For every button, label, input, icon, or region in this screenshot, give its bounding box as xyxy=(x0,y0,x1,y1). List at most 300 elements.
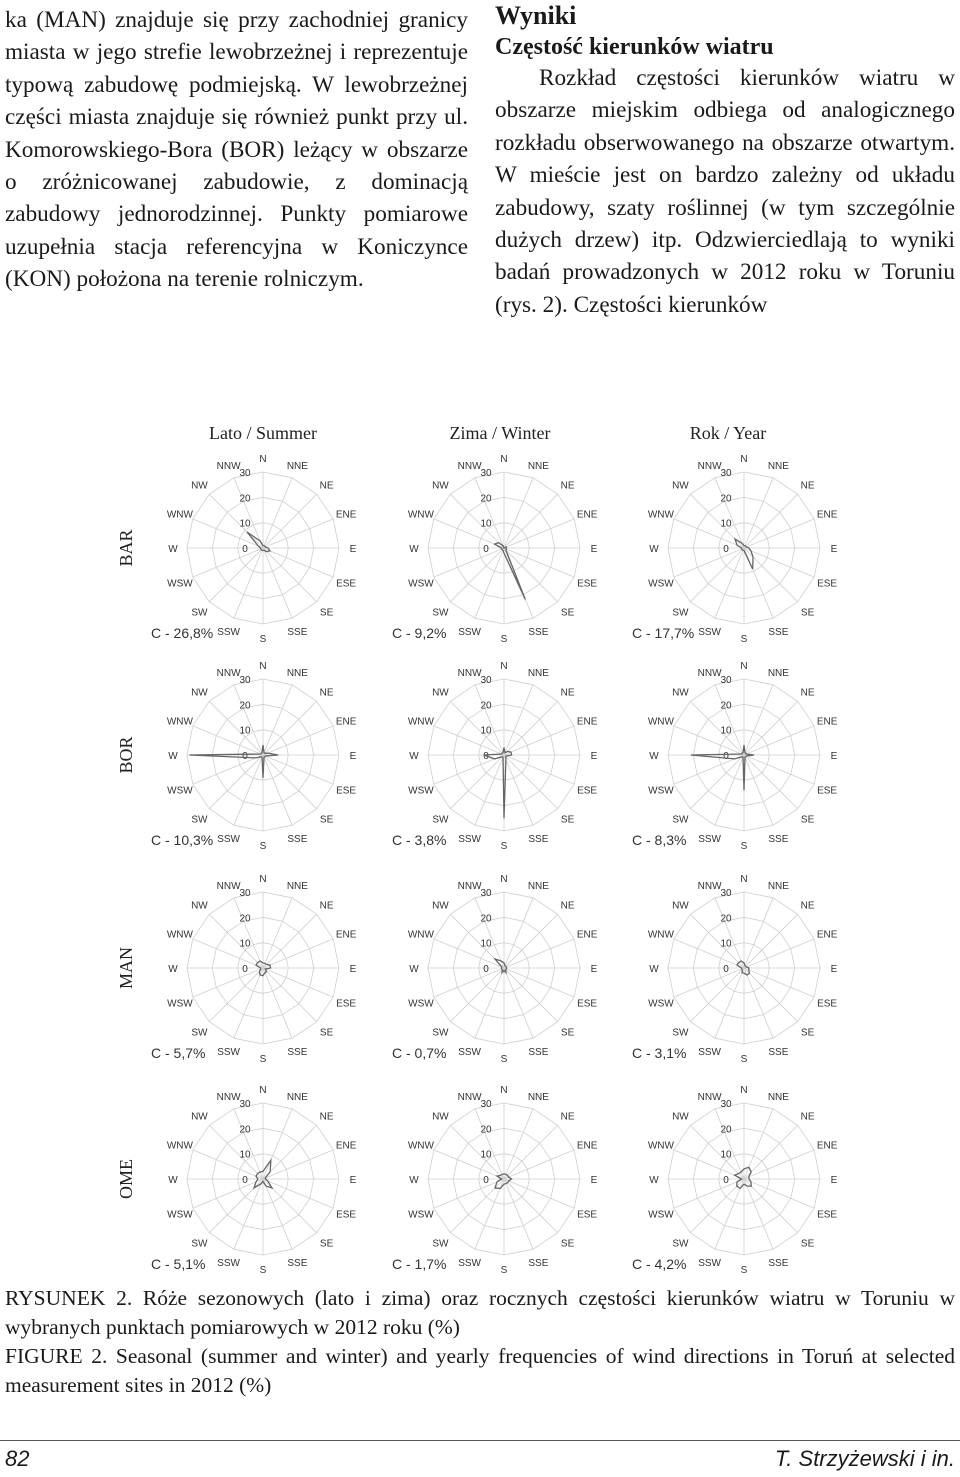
grid-spoke xyxy=(263,1125,317,1179)
direction-label: ENE xyxy=(816,1140,838,1152)
direction-label: NNW xyxy=(216,667,241,679)
radial-tick-label: 30 xyxy=(720,888,732,899)
direction-label: S xyxy=(740,1054,748,1065)
direction-label: NNW xyxy=(216,1091,241,1103)
direction-label: SW xyxy=(672,814,689,826)
direction-label: SE xyxy=(319,1238,334,1250)
direction-label: SE xyxy=(560,1027,575,1039)
direction-label: ESE xyxy=(817,998,838,1010)
direction-label: E xyxy=(590,964,598,975)
direction-label: WSW xyxy=(648,578,674,590)
direction-label: WSW xyxy=(408,785,434,797)
radial-tick-label: 20 xyxy=(239,493,251,505)
grid-spoke xyxy=(744,755,798,809)
direction-label: SSE xyxy=(768,834,789,846)
direction-label: SSE xyxy=(528,1047,549,1059)
grid-spoke xyxy=(690,755,744,809)
grid-spoke xyxy=(690,1179,744,1233)
direction-label: WSW xyxy=(648,1209,674,1221)
direction-label: SSW xyxy=(217,1047,240,1059)
grid-spoke xyxy=(209,548,263,602)
grid-spoke xyxy=(263,701,317,755)
wind-frequency-series xyxy=(495,543,526,600)
grid-spoke xyxy=(450,548,504,602)
grid-spoke xyxy=(504,494,558,548)
direction-label: ESE xyxy=(817,578,838,590)
direction-label: N xyxy=(500,1085,508,1096)
direction-label: NNE xyxy=(286,1091,308,1103)
direction-label: NE xyxy=(319,1111,334,1123)
direction-label: W xyxy=(409,751,419,762)
subsection-heading: Częstość kierunków wiatru xyxy=(495,34,774,60)
direction-label: SSW xyxy=(698,834,721,846)
direction-label: SE xyxy=(560,814,575,826)
direction-label: WNW xyxy=(647,716,674,728)
direction-label: SE xyxy=(319,607,334,619)
calm-label: C - 10,3% xyxy=(151,832,214,848)
direction-label: NNW xyxy=(216,460,241,472)
direction-label: ESE xyxy=(577,785,598,797)
grid-spoke xyxy=(504,548,558,602)
direction-label: SE xyxy=(319,814,334,826)
direction-label: WNW xyxy=(647,929,674,941)
direction-label: NE xyxy=(319,687,334,699)
direction-label: NNE xyxy=(767,460,789,472)
direction-label: N xyxy=(259,874,267,885)
direction-label: WSW xyxy=(408,1209,434,1221)
direction-label: WSW xyxy=(167,578,193,590)
direction-label: WNW xyxy=(407,716,434,728)
direction-label: NE xyxy=(800,687,815,699)
calm-label: C - 4,2% xyxy=(632,1256,687,1272)
radial-tick-label: 30 xyxy=(720,1099,732,1110)
direction-label: N xyxy=(259,661,267,672)
direction-label: SW xyxy=(191,607,208,619)
radial-tick-label: 30 xyxy=(480,675,492,686)
direction-label: S xyxy=(740,841,748,852)
grid-spoke xyxy=(690,914,744,968)
row-label: OME xyxy=(116,1159,136,1199)
footer-rule xyxy=(0,1440,960,1441)
direction-label: NNW xyxy=(457,1091,482,1103)
radial-tick-label: 30 xyxy=(480,1099,492,1110)
direction-label: ESE xyxy=(336,1209,357,1221)
direction-label: W xyxy=(649,964,659,975)
grid-spoke xyxy=(263,914,317,968)
direction-label: NNE xyxy=(527,1091,549,1103)
body-paragraph: ka (MAN) znajduje się przy zachodniej granicy miasta w jego strefie lewobrzeżnej i reprezentuje typową zabudowę podmiejską. W lewobrzeżnej części miasta znajduje się również punkt przy ul. Komorowskiego-Bora (BOR) leżący w obszarze o zróżnicowanej zabudowie, z dominacją zabudowy jednorodzinnej. Punkty pomiarowe uzupełnia stacja referencyjna w Koniczynce (KON) położona na terenie rolniczym. xyxy=(5,7,468,293)
right-text-column xyxy=(495,0,955,321)
radial-tick-label: 0 xyxy=(242,964,248,975)
direction-label: NW xyxy=(432,900,449,912)
wind-rose-figure xyxy=(0,410,960,1280)
radial-tick-label: 0 xyxy=(483,964,489,975)
direction-label: E xyxy=(830,751,838,762)
direction-label: SSE xyxy=(768,1047,789,1059)
grid-spoke xyxy=(504,914,558,968)
direction-label: SSE xyxy=(768,1258,789,1270)
grid-spoke xyxy=(450,968,504,1022)
direction-label: S xyxy=(740,634,748,645)
direction-label: SW xyxy=(191,814,208,826)
calm-label: C - 8,3% xyxy=(632,832,687,848)
grid-spoke xyxy=(209,968,263,1022)
grid-spoke xyxy=(450,755,504,809)
direction-label: NNW xyxy=(457,667,482,679)
direction-label: WSW xyxy=(648,998,674,1010)
direction-label: NE xyxy=(319,480,334,492)
radial-tick-label: 20 xyxy=(239,913,251,925)
direction-label: ESE xyxy=(817,1209,838,1221)
direction-label: N xyxy=(740,1085,748,1096)
grid-spoke xyxy=(504,1125,558,1179)
direction-label: SE xyxy=(319,1027,334,1039)
direction-label: SSE xyxy=(287,627,308,639)
direction-label: N xyxy=(500,454,508,465)
radial-tick-label: 20 xyxy=(480,913,492,925)
radial-tick-label: 30 xyxy=(239,888,251,899)
direction-label: E xyxy=(349,751,357,762)
direction-label: NW xyxy=(432,1111,449,1123)
radial-tick-label: 30 xyxy=(720,468,732,479)
calm-label: C - 9,2% xyxy=(392,625,447,641)
grid-spoke xyxy=(690,701,744,755)
direction-label: WSW xyxy=(648,785,674,797)
direction-label: SW xyxy=(672,1238,689,1250)
direction-label: NW xyxy=(672,480,689,492)
grid-spoke xyxy=(263,755,317,809)
radial-tick-label: 0 xyxy=(483,544,489,555)
direction-label: NNE xyxy=(527,667,549,679)
radial-tick-label: 0 xyxy=(483,1175,489,1186)
radial-tick-label: 0 xyxy=(723,964,729,975)
direction-label: NW xyxy=(432,480,449,492)
direction-label: SE xyxy=(560,607,575,619)
direction-label: WNW xyxy=(166,716,193,728)
direction-label: ESE xyxy=(336,998,357,1010)
grid-spoke xyxy=(744,1179,798,1233)
direction-label: SW xyxy=(672,607,689,619)
calm-label: C - 1,7% xyxy=(392,1256,447,1272)
direction-label: NW xyxy=(672,1111,689,1123)
grid-spoke xyxy=(209,1125,263,1179)
page-number: 82 xyxy=(5,1446,30,1471)
direction-label: NE xyxy=(800,900,815,912)
radial-tick-label: 20 xyxy=(239,700,251,712)
radial-tick-label: 30 xyxy=(239,1099,251,1110)
direction-label: NE xyxy=(319,900,334,912)
direction-label: SSW xyxy=(217,834,240,846)
direction-label: SSW xyxy=(458,627,481,639)
radial-tick-label: 10 xyxy=(720,725,732,737)
direction-label: S xyxy=(259,1054,267,1065)
radial-tick-label: 10 xyxy=(480,725,492,737)
direction-label: S xyxy=(500,1054,508,1065)
grid-spoke xyxy=(209,494,263,548)
row-label: BOR xyxy=(116,736,136,774)
direction-label: N xyxy=(740,661,748,672)
direction-label: W xyxy=(168,964,178,975)
direction-label: W xyxy=(409,964,419,975)
direction-label: SSE xyxy=(528,834,549,846)
calm-label: C - 5,1% xyxy=(151,1256,206,1272)
radial-tick-label: 10 xyxy=(239,725,251,737)
grid-spoke xyxy=(450,701,504,755)
radial-tick-label: 0 xyxy=(242,544,248,555)
direction-label: NW xyxy=(432,687,449,699)
direction-label: ENE xyxy=(576,929,598,941)
direction-label: NNE xyxy=(767,880,789,892)
radial-tick-label: 0 xyxy=(242,751,248,762)
direction-label: ENE xyxy=(816,509,838,521)
grid-spoke xyxy=(690,548,744,602)
direction-label: E xyxy=(590,1175,598,1186)
direction-label: W xyxy=(168,751,178,762)
row-label: MAN xyxy=(116,946,136,990)
direction-label: ENE xyxy=(576,1140,598,1152)
direction-label: ENE xyxy=(335,716,357,728)
radial-tick-label: 30 xyxy=(239,675,251,686)
direction-label: N xyxy=(500,661,508,672)
radial-tick-label: 0 xyxy=(723,544,729,555)
direction-label: SW xyxy=(432,607,449,619)
left-text-column xyxy=(5,4,468,296)
direction-label: WSW xyxy=(167,1209,193,1221)
radial-tick-label: 20 xyxy=(480,700,492,712)
direction-label: WNW xyxy=(166,1140,193,1152)
direction-label: WNW xyxy=(647,1140,674,1152)
radial-tick-label: 0 xyxy=(242,1175,248,1186)
grid-spoke xyxy=(504,701,558,755)
radial-tick-label: 10 xyxy=(480,518,492,530)
direction-label: SE xyxy=(800,814,815,826)
direction-label: E xyxy=(590,544,598,555)
direction-label: E xyxy=(830,544,838,555)
direction-label: SSE xyxy=(287,1047,308,1059)
direction-label: WSW xyxy=(408,578,434,590)
direction-label: ENE xyxy=(576,716,598,728)
direction-label: N xyxy=(740,874,748,885)
direction-label: WNW xyxy=(166,509,193,521)
direction-label: WSW xyxy=(408,998,434,1010)
direction-label: SW xyxy=(672,1027,689,1039)
direction-label: W xyxy=(649,544,659,555)
calm-label: C - 26,8% xyxy=(151,625,214,641)
grid-spoke xyxy=(504,755,558,809)
calm-label: C - 17,7% xyxy=(632,625,695,641)
wind-frequency-series xyxy=(247,532,270,552)
direction-label: NW xyxy=(191,687,208,699)
direction-label: WSW xyxy=(167,785,193,797)
grid-spoke xyxy=(504,968,558,1022)
grid-spoke xyxy=(504,1179,558,1233)
direction-label: ENE xyxy=(335,1140,357,1152)
direction-label: NE xyxy=(560,687,575,699)
radial-tick-label: 10 xyxy=(720,938,732,950)
direction-label: NNW xyxy=(457,460,482,472)
column-title: Zima / Winter xyxy=(449,423,551,443)
wind-rose-grid xyxy=(0,410,960,1280)
direction-label: NNE xyxy=(527,880,549,892)
direction-label: W xyxy=(168,1175,178,1186)
direction-label: W xyxy=(649,1175,659,1186)
direction-label: NNE xyxy=(767,667,789,679)
radial-tick-label: 0 xyxy=(723,1175,729,1186)
direction-label: S xyxy=(259,1265,267,1276)
direction-label: NNW xyxy=(697,880,722,892)
direction-label: SSW xyxy=(698,1047,721,1059)
radial-tick-label: 10 xyxy=(239,1149,251,1161)
calm-label: C - 0,7% xyxy=(392,1045,447,1061)
grid-spoke xyxy=(263,494,317,548)
calm-label: C - 3,8% xyxy=(392,832,447,848)
column-title: Lato / Summer xyxy=(209,423,317,443)
direction-label: SW xyxy=(191,1238,208,1250)
radial-tick-label: 20 xyxy=(720,493,732,505)
direction-label: SSE xyxy=(287,1258,308,1270)
row-label: BAR xyxy=(116,529,136,567)
radial-tick-label: 10 xyxy=(720,1149,732,1161)
radial-tick-label: 0 xyxy=(483,751,489,762)
direction-label: ESE xyxy=(336,785,357,797)
direction-label: ENE xyxy=(335,929,357,941)
direction-label: ESE xyxy=(577,998,598,1010)
radial-tick-label: 20 xyxy=(720,700,732,712)
direction-label: NNE xyxy=(286,460,308,472)
direction-label: NE xyxy=(800,480,815,492)
grid-spoke xyxy=(263,548,317,602)
direction-label: SW xyxy=(191,1027,208,1039)
direction-label: E xyxy=(830,964,838,975)
grid-spoke xyxy=(744,701,798,755)
direction-label: SSW xyxy=(217,627,240,639)
column-title: Rok / Year xyxy=(689,423,767,443)
caption-polish: RYSUNEK 2. Róże sezonowych (lato i zima) oraz rocznych częstości kierunków wiatru w Toruniu w wybranych punktach pomiarowych w 2012 roku (%) xyxy=(5,1286,955,1339)
direction-label: SSE xyxy=(287,834,308,846)
direction-label: SSW xyxy=(698,1258,721,1270)
radial-tick-label: 10 xyxy=(480,938,492,950)
direction-label: SE xyxy=(800,607,815,619)
direction-label: N xyxy=(259,454,267,465)
direction-label: ESE xyxy=(577,1209,598,1221)
radial-tick-label: 10 xyxy=(480,1149,492,1161)
radial-tick-label: 10 xyxy=(720,518,732,530)
grid-spoke xyxy=(690,968,744,1022)
direction-label: NNW xyxy=(457,880,482,892)
direction-label: S xyxy=(259,841,267,852)
direction-label: SE xyxy=(800,1027,815,1039)
direction-label: SW xyxy=(432,814,449,826)
grid-spoke xyxy=(690,1125,744,1179)
grid-spoke xyxy=(450,1125,504,1179)
direction-label: ENE xyxy=(576,509,598,521)
direction-label: WNW xyxy=(407,1140,434,1152)
direction-label: SSW xyxy=(217,1258,240,1270)
radial-tick-label: 30 xyxy=(720,675,732,686)
radial-tick-label: 20 xyxy=(480,1124,492,1136)
direction-label: SSW xyxy=(698,627,721,639)
direction-label: SW xyxy=(432,1027,449,1039)
radial-tick-label: 20 xyxy=(720,913,732,925)
direction-label: W xyxy=(168,544,178,555)
direction-label: WNW xyxy=(166,929,193,941)
direction-label: W xyxy=(649,751,659,762)
direction-label: S xyxy=(500,1265,508,1276)
direction-label: NW xyxy=(191,1111,208,1123)
direction-label: NNW xyxy=(697,667,722,679)
direction-label: NE xyxy=(560,480,575,492)
direction-label: SSE xyxy=(528,1258,549,1270)
direction-label: E xyxy=(590,751,598,762)
calm-label: C - 3,1% xyxy=(632,1045,687,1061)
direction-label: NE xyxy=(800,1111,815,1123)
direction-label: SSW xyxy=(458,834,481,846)
radial-tick-label: 30 xyxy=(480,468,492,479)
section-heading: Wyniki xyxy=(495,1,577,30)
radial-tick-label: 30 xyxy=(480,888,492,899)
direction-label: SSW xyxy=(458,1258,481,1270)
direction-label: SE xyxy=(800,1238,815,1250)
grid-spoke xyxy=(209,701,263,755)
direction-label: E xyxy=(349,964,357,975)
direction-label: ESE xyxy=(336,578,357,590)
direction-label: NNE xyxy=(527,460,549,472)
body-paragraph: Rozkład częstości kierunków wiatru w obszarze miejskim odbiega od analogicznego rozkładu obserwowanego na obszarze otwartym. W mieście jest on bardzo zależny od układu zabudowy, szaty roślinnej (w tym szczególnie dużych drzew) itp. Odzwierciedlają to wyniki badań prowadzonych w 2012 roku w Toruniu (rys. 2). Częstości kierunków xyxy=(495,65,955,318)
direction-label: E xyxy=(349,1175,357,1186)
direction-label: NE xyxy=(560,900,575,912)
radial-tick-label: 0 xyxy=(723,751,729,762)
direction-label: E xyxy=(830,1175,838,1186)
direction-label: NNW xyxy=(697,1091,722,1103)
grid-spoke xyxy=(744,914,798,968)
radial-tick-label: 30 xyxy=(239,468,251,479)
direction-label: S xyxy=(740,1265,748,1276)
radial-tick-label: 10 xyxy=(239,518,251,530)
direction-label: SW xyxy=(432,1238,449,1250)
grid-spoke xyxy=(263,968,317,1022)
caption-english: FIGURE 2. Seasonal (summer and winter) and yearly frequencies of wind directions in Toruń at selected measurement sites in 2012 (%) xyxy=(5,1344,955,1397)
direction-label: NNE xyxy=(286,667,308,679)
direction-label: W xyxy=(409,1175,419,1186)
direction-label: NE xyxy=(560,1111,575,1123)
radial-tick-label: 10 xyxy=(239,938,251,950)
direction-label: W xyxy=(409,544,419,555)
direction-label: SSE xyxy=(768,627,789,639)
direction-label: S xyxy=(500,634,508,645)
direction-label: N xyxy=(740,454,748,465)
direction-label: ENE xyxy=(335,509,357,521)
radial-tick-label: 20 xyxy=(720,1124,732,1136)
grid-spoke xyxy=(209,755,263,809)
direction-label: NW xyxy=(672,687,689,699)
direction-label: WNW xyxy=(647,509,674,521)
grid-spoke xyxy=(744,968,798,1022)
grid-spoke xyxy=(450,494,504,548)
grid-spoke xyxy=(209,914,263,968)
direction-label: SE xyxy=(560,1238,575,1250)
direction-label: NNE xyxy=(286,880,308,892)
direction-label: ENE xyxy=(816,929,838,941)
direction-label: NNE xyxy=(767,1091,789,1103)
direction-label: SSE xyxy=(528,627,549,639)
direction-label: E xyxy=(349,544,357,555)
direction-label: N xyxy=(500,874,508,885)
direction-label: WNW xyxy=(407,509,434,521)
direction-label: S xyxy=(259,634,267,645)
running-head: T. Strzyżewski i in. xyxy=(774,1446,955,1471)
direction-label: ESE xyxy=(817,785,838,797)
figure-caption xyxy=(5,1284,955,1400)
